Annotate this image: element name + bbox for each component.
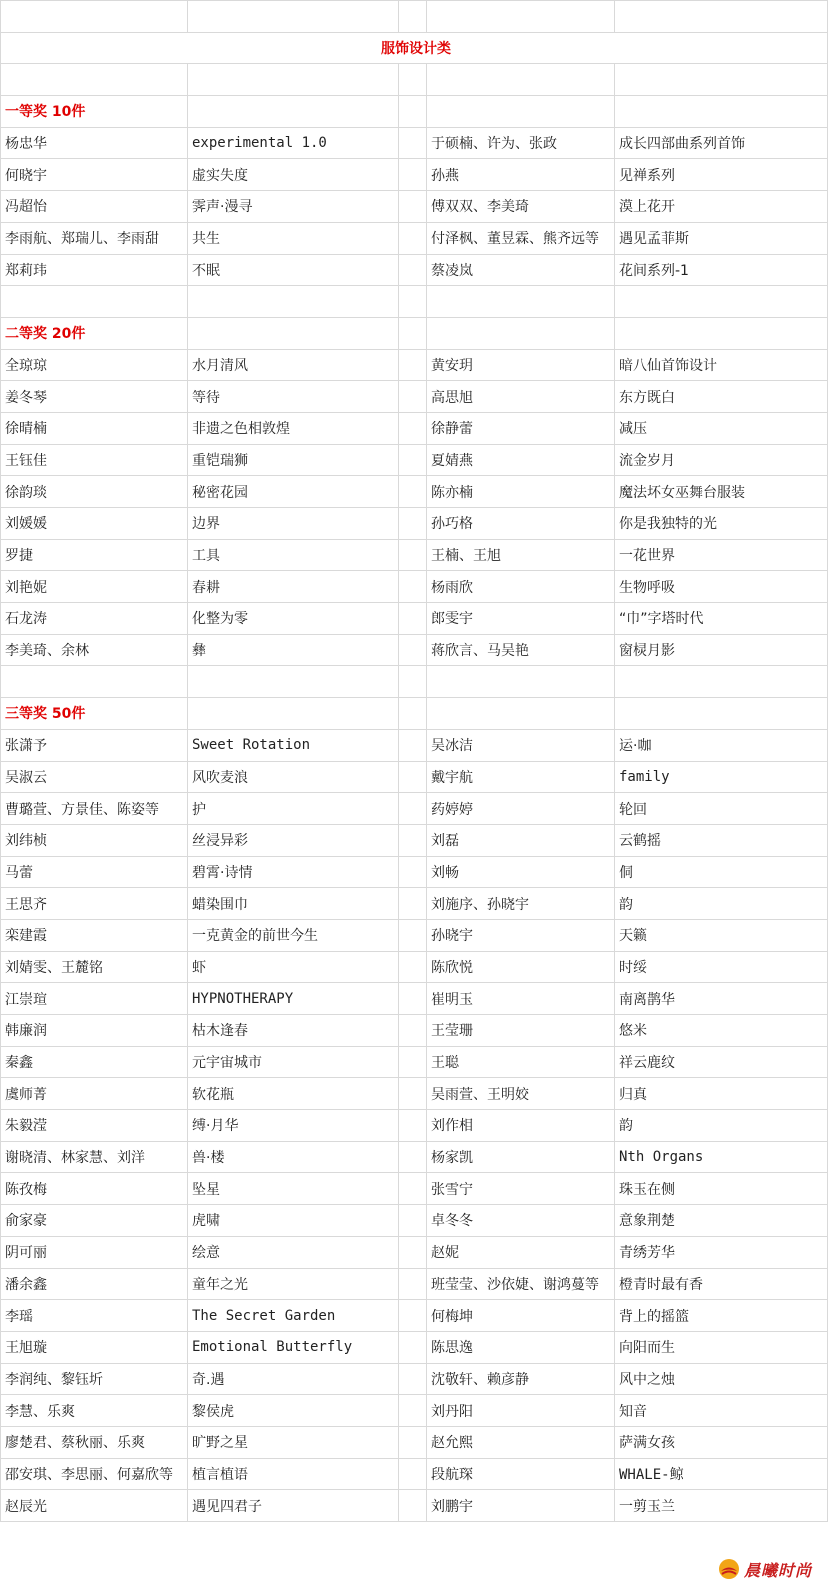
work-title-cell[interactable]: 霁声·漫寻 — [188, 191, 399, 223]
work-title-cell[interactable]: 水月清风 — [188, 349, 399, 381]
section-heading-row — [1, 317, 828, 349]
designer-cell[interactable]: 张雪宁 — [427, 1173, 615, 1205]
designer-cell[interactable]: 廖楚君、蔡秋丽、乐爽 — [1, 1426, 188, 1458]
designer-cell[interactable]: 夏婧燕 — [427, 444, 615, 476]
table-row — [1, 1458, 828, 1490]
empty-cell[interactable] — [188, 1, 399, 33]
designer-cell[interactable]: 阴可丽 — [1, 1236, 188, 1268]
designer-cell[interactable]: 付泽枫、董昱霖、熊齐远等 — [427, 222, 615, 254]
work-title-cell[interactable]: Emotional Butterfly — [188, 1331, 399, 1363]
blank-row — [1, 286, 828, 318]
designer-cell[interactable]: 崔明玉 — [427, 983, 615, 1015]
work-title-cell[interactable]: 花间系列-1 — [615, 254, 828, 286]
table-row — [1, 919, 828, 951]
work-title-cell[interactable]: 春耕 — [188, 571, 399, 603]
designer-cell[interactable]: 于硕楠、许为、张政 — [427, 127, 615, 159]
empty-cell[interactable] — [1, 666, 188, 698]
table-row — [1, 539, 828, 571]
work-title-cell[interactable]: 归真 — [615, 1078, 828, 1110]
work-title-cell[interactable]: HYPNOTHERAPY — [188, 983, 399, 1015]
empty-cell[interactable] — [615, 666, 828, 698]
table-row — [1, 1236, 828, 1268]
designer-cell[interactable]: 冯超怡 — [1, 191, 188, 223]
table-row — [1, 381, 828, 413]
empty-cell[interactable] — [399, 793, 427, 825]
empty-cell[interactable] — [399, 1236, 427, 1268]
work-title-cell[interactable]: 轮回 — [615, 793, 828, 825]
designer-cell[interactable]: 秦鑫 — [1, 1046, 188, 1078]
work-title-cell[interactable]: 窗棂月影 — [615, 634, 828, 666]
designer-cell[interactable]: 孙晓宇 — [427, 919, 615, 951]
work-title-cell[interactable]: Nth Organs — [615, 1141, 828, 1173]
work-title-cell[interactable]: “巾”字塔时代 — [615, 603, 828, 635]
empty-cell[interactable] — [615, 96, 828, 128]
work-title-cell[interactable]: 遇见四君子 — [188, 1490, 399, 1522]
designer-cell[interactable]: 罗捷 — [1, 539, 188, 571]
work-title-cell[interactable]: 减压 — [615, 412, 828, 444]
empty-cell[interactable] — [399, 983, 427, 1015]
designer-cell[interactable]: 郎雯宇 — [427, 603, 615, 635]
empty-cell[interactable] — [399, 1, 427, 33]
work-title-cell[interactable]: 南离鹊华 — [615, 983, 828, 1015]
empty-cell[interactable] — [399, 919, 427, 951]
designer-cell[interactable]: 王旭璇 — [1, 1331, 188, 1363]
work-title-cell[interactable]: 珠玉在侧 — [615, 1173, 828, 1205]
section-heading-row — [1, 698, 828, 730]
empty-cell[interactable] — [399, 1490, 427, 1522]
work-title-cell[interactable]: 成长四部曲系列首饰 — [615, 127, 828, 159]
empty-cell[interactable] — [399, 64, 427, 96]
designer-cell[interactable]: 陈思逸 — [427, 1331, 615, 1363]
empty-cell[interactable] — [427, 698, 615, 730]
table-row — [1, 1331, 828, 1363]
designer-cell[interactable]: 马蕾 — [1, 856, 188, 888]
empty-cell[interactable] — [399, 286, 427, 318]
section-heading[interactable]: 一等奖 10件 — [1, 96, 188, 128]
work-title-cell[interactable]: 童年之光 — [188, 1268, 399, 1300]
designer-cell[interactable]: 何梅坤 — [427, 1300, 615, 1332]
empty-cell[interactable] — [399, 856, 427, 888]
work-title-cell[interactable]: 韵 — [615, 1110, 828, 1142]
work-title-cell[interactable]: 元宇宙城市 — [188, 1046, 399, 1078]
section-heading[interactable]: 三等奖 50件 — [1, 698, 188, 730]
designer-cell[interactable]: 吴冰洁 — [427, 729, 615, 761]
work-title-cell[interactable]: 缚·月华 — [188, 1110, 399, 1142]
table-row — [1, 1141, 828, 1173]
designer-cell[interactable]: 傅双双、李美琦 — [427, 191, 615, 223]
empty-cell[interactable] — [615, 286, 828, 318]
table-row — [1, 634, 828, 666]
designer-cell[interactable]: 刘磊 — [427, 824, 615, 856]
empty-cell[interactable] — [399, 1046, 427, 1078]
watermark-text: 晨曦时尚 — [744, 1560, 813, 1580]
work-title-cell[interactable]: 祥云鹿纹 — [615, 1046, 828, 1078]
empty-cell[interactable] — [399, 539, 427, 571]
empty-cell[interactable] — [188, 698, 399, 730]
empty-cell[interactable] — [399, 1205, 427, 1237]
work-title-cell[interactable]: 碧霄·诗情 — [188, 856, 399, 888]
table-row — [1, 1173, 828, 1205]
work-title-cell[interactable]: 不眠 — [188, 254, 399, 286]
empty-cell[interactable] — [399, 476, 427, 508]
empty-cell[interactable] — [427, 666, 615, 698]
work-title-cell[interactable]: 工具 — [188, 539, 399, 571]
designer-cell[interactable]: 卓冬冬 — [427, 1205, 615, 1237]
empty-cell[interactable] — [399, 222, 427, 254]
empty-cell[interactable] — [399, 1078, 427, 1110]
work-title-cell[interactable]: 漠上花开 — [615, 191, 828, 223]
designer-cell[interactable]: 杨雨欣 — [427, 571, 615, 603]
empty-cell[interactable] — [399, 1173, 427, 1205]
work-title-cell[interactable]: 彝 — [188, 634, 399, 666]
designer-cell[interactable]: 刘鹏宇 — [427, 1490, 615, 1522]
designer-cell[interactable]: 高思旭 — [427, 381, 615, 413]
empty-cell[interactable] — [399, 666, 427, 698]
designer-cell[interactable]: 杨忠华 — [1, 127, 188, 159]
work-title-cell[interactable]: 萨满女孩 — [615, 1426, 828, 1458]
empty-cell[interactable] — [399, 761, 427, 793]
designer-cell[interactable]: 朱毅滢 — [1, 1110, 188, 1142]
work-title-cell[interactable]: family — [615, 761, 828, 793]
work-title-cell[interactable]: 边界 — [188, 508, 399, 540]
designer-cell[interactable]: 姜冬琴 — [1, 381, 188, 413]
work-title-cell[interactable]: 虎啸 — [188, 1205, 399, 1237]
blank-row — [1, 64, 828, 96]
work-title-cell[interactable]: 悠米 — [615, 1015, 828, 1047]
work-title-cell[interactable]: 蜡染围巾 — [188, 888, 399, 920]
work-title-cell[interactable]: Sweet Rotation — [188, 729, 399, 761]
designer-cell[interactable]: 班莹莹、沙依婕、谢鸿蔓等 — [427, 1268, 615, 1300]
designer-cell[interactable]: 蔡凌岚 — [427, 254, 615, 286]
table-row — [1, 349, 828, 381]
work-title-cell[interactable]: 时绥 — [615, 951, 828, 983]
empty-cell[interactable] — [1, 64, 188, 96]
work-title-cell[interactable]: 一花世界 — [615, 539, 828, 571]
empty-cell[interactable] — [399, 508, 427, 540]
empty-cell[interactable] — [615, 64, 828, 96]
designer-cell[interactable]: 黄安玥 — [427, 349, 615, 381]
empty-cell[interactable] — [399, 1141, 427, 1173]
designer-cell[interactable]: 郑莉玮 — [1, 254, 188, 286]
work-title-cell[interactable]: 生物呼吸 — [615, 571, 828, 603]
table-row — [1, 983, 828, 1015]
designer-cell[interactable]: 刘丹阳 — [427, 1395, 615, 1427]
work-title-cell[interactable]: 虚实失度 — [188, 159, 399, 191]
empty-cell[interactable] — [399, 127, 427, 159]
designer-cell[interactable]: 刘婧雯、王麓铭 — [1, 951, 188, 983]
designer-cell[interactable]: 蒋欣言、马吴艳 — [427, 634, 615, 666]
designer-cell[interactable]: 李雨航、郑瑞儿、李雨甜 — [1, 222, 188, 254]
designer-cell[interactable]: 王思齐 — [1, 888, 188, 920]
designer-cell[interactable]: 陈亦楠 — [427, 476, 615, 508]
section-heading-row — [1, 96, 828, 128]
designer-cell[interactable]: 吴雨萱、王明姣 — [427, 1078, 615, 1110]
table-row — [1, 508, 828, 540]
sheet-body — [1, 1, 828, 1522]
work-title-cell[interactable]: 软花瓶 — [188, 1078, 399, 1110]
designer-cell[interactable]: 杨家凯 — [427, 1141, 615, 1173]
work-title-cell[interactable]: 背上的摇篮 — [615, 1300, 828, 1332]
work-title-cell[interactable]: 魔法坏女巫舞台服装 — [615, 476, 828, 508]
empty-cell[interactable] — [399, 254, 427, 286]
empty-cell[interactable] — [188, 286, 399, 318]
work-title-cell[interactable]: 一剪玉兰 — [615, 1490, 828, 1522]
designer-cell[interactable]: 赵允熙 — [427, 1426, 615, 1458]
table-row — [1, 888, 828, 920]
table-row — [1, 729, 828, 761]
work-title-cell[interactable]: 见禅系列 — [615, 159, 828, 191]
table-row — [1, 571, 828, 603]
designer-cell[interactable]: 王莹珊 — [427, 1015, 615, 1047]
designer-cell[interactable]: 刘媛媛 — [1, 508, 188, 540]
table-row — [1, 1426, 828, 1458]
page-title[interactable]: 服饰设计类 — [1, 32, 828, 64]
designer-cell[interactable]: 徐韵琰 — [1, 476, 188, 508]
work-title-cell[interactable]: 丝浸异彩 — [188, 824, 399, 856]
work-title-cell[interactable]: 坠星 — [188, 1173, 399, 1205]
designer-cell[interactable]: 刘纬桢 — [1, 824, 188, 856]
empty-cell[interactable] — [1, 286, 188, 318]
work-title-cell[interactable]: 橙青时最有香 — [615, 1268, 828, 1300]
table-row — [1, 159, 828, 191]
designer-cell[interactable]: 赵妮 — [427, 1236, 615, 1268]
work-title-cell[interactable]: 知音 — [615, 1395, 828, 1427]
empty-cell[interactable] — [188, 64, 399, 96]
designer-cell[interactable]: 孙燕 — [427, 159, 615, 191]
table-row — [1, 603, 828, 635]
work-title-cell[interactable]: 一克黄金的前世今生 — [188, 919, 399, 951]
work-title-cell[interactable]: 绘意 — [188, 1236, 399, 1268]
work-title-cell[interactable]: 东方既白 — [615, 381, 828, 413]
designer-cell[interactable]: 王聪 — [427, 1046, 615, 1078]
table-row — [1, 1078, 828, 1110]
work-title-cell[interactable]: 重铠瑞狮 — [188, 444, 399, 476]
blank-row — [1, 1, 828, 33]
designer-cell[interactable]: 戴宇航 — [427, 761, 615, 793]
designer-cell[interactable]: 邵安琪、李思丽、何嘉欣等 — [1, 1458, 188, 1490]
watermark-logo — [718, 1556, 828, 1582]
table-row — [1, 1363, 828, 1395]
work-title-cell[interactable]: 云鹤摇 — [615, 824, 828, 856]
table-row — [1, 1395, 828, 1427]
empty-cell[interactable] — [399, 1331, 427, 1363]
work-title-cell[interactable]: 风中之烛 — [615, 1363, 828, 1395]
designer-cell[interactable]: 徐晴楠 — [1, 412, 188, 444]
designer-cell[interactable]: 李瑶 — [1, 1300, 188, 1332]
designer-cell[interactable]: 全琼琼 — [1, 349, 188, 381]
table-row — [1, 476, 828, 508]
empty-cell[interactable] — [399, 634, 427, 666]
work-title-cell[interactable]: 非遗之色相敦煌 — [188, 412, 399, 444]
empty-cell[interactable] — [399, 191, 427, 223]
work-title-cell[interactable]: 韵 — [615, 888, 828, 920]
table-row — [1, 1490, 828, 1522]
designer-cell[interactable]: 李慧、乐爽 — [1, 1395, 188, 1427]
empty-cell[interactable] — [427, 1, 615, 33]
empty-cell[interactable] — [399, 412, 427, 444]
empty-cell[interactable] — [188, 96, 399, 128]
designer-cell[interactable]: 江崇瑄 — [1, 983, 188, 1015]
empty-cell[interactable] — [399, 951, 427, 983]
empty-cell[interactable] — [399, 349, 427, 381]
empty-cell[interactable] — [399, 317, 427, 349]
designer-cell[interactable]: 沈敬轩、赖彦静 — [427, 1363, 615, 1395]
work-title-cell[interactable]: 旷野之星 — [188, 1426, 399, 1458]
designer-cell[interactable]: 刘畅 — [427, 856, 615, 888]
work-title-cell[interactable]: 天籁 — [615, 919, 828, 951]
empty-cell[interactable] — [427, 286, 615, 318]
designer-cell[interactable]: 栾建霞 — [1, 919, 188, 951]
empty-cell[interactable] — [399, 381, 427, 413]
empty-cell[interactable] — [399, 571, 427, 603]
designer-cell[interactable]: 陈欣悦 — [427, 951, 615, 983]
designer-cell[interactable]: 谢晓清、林家慧、刘洋 — [1, 1141, 188, 1173]
designer-cell[interactable]: 俞家豪 — [1, 1205, 188, 1237]
table-row — [1, 127, 828, 159]
designer-cell[interactable]: 陈孜梅 — [1, 1173, 188, 1205]
work-title-cell[interactable]: experimental 1.0 — [188, 127, 399, 159]
sun-logo-icon — [718, 1558, 740, 1580]
work-title-cell[interactable]: 共生 — [188, 222, 399, 254]
table-row — [1, 254, 828, 286]
designer-cell[interactable]: 徐静蕾 — [427, 412, 615, 444]
work-title-cell[interactable]: 侗 — [615, 856, 828, 888]
table-row — [1, 1300, 828, 1332]
table-row — [1, 222, 828, 254]
designer-cell[interactable]: 李润纯、黎钰圻 — [1, 1363, 188, 1395]
designer-cell[interactable]: 刘施序、孙晓宇 — [427, 888, 615, 920]
empty-cell[interactable] — [188, 666, 399, 698]
work-title-cell[interactable]: 化整为零 — [188, 603, 399, 635]
empty-cell[interactable] — [399, 824, 427, 856]
table-row — [1, 1110, 828, 1142]
work-title-cell[interactable]: 秘密花园 — [188, 476, 399, 508]
work-title-cell[interactable]: 意象荆楚 — [615, 1205, 828, 1237]
designer-cell[interactable]: 韩廉润 — [1, 1015, 188, 1047]
designer-cell[interactable]: 王楠、王旭 — [427, 539, 615, 571]
table-row — [1, 1205, 828, 1237]
empty-cell[interactable] — [615, 698, 828, 730]
designer-cell[interactable]: 吴淑云 — [1, 761, 188, 793]
blank-row — [1, 666, 828, 698]
empty-cell[interactable] — [427, 96, 615, 128]
work-title-cell[interactable]: 奇.遇 — [188, 1363, 399, 1395]
designer-cell[interactable]: 潘余鑫 — [1, 1268, 188, 1300]
work-title-cell[interactable]: 枯木逢春 — [188, 1015, 399, 1047]
table-row — [1, 793, 828, 825]
work-title-cell[interactable]: 虾 — [188, 951, 399, 983]
empty-cell[interactable] — [615, 317, 828, 349]
work-title-cell[interactable]: 流金岁月 — [615, 444, 828, 476]
designer-cell[interactable]: 虞师菁 — [1, 1078, 188, 1110]
work-title-cell[interactable]: 护 — [188, 793, 399, 825]
empty-cell[interactable] — [399, 1458, 427, 1490]
table-row — [1, 824, 828, 856]
designer-cell[interactable]: 李美琦、余林 — [1, 634, 188, 666]
table-row — [1, 1046, 828, 1078]
work-title-cell[interactable]: 向阳而生 — [615, 1331, 828, 1363]
table-row — [1, 951, 828, 983]
designer-cell[interactable]: 赵辰光 — [1, 1490, 188, 1522]
work-title-cell[interactable]: 风吹麦浪 — [188, 761, 399, 793]
designer-cell[interactable]: 刘艳妮 — [1, 571, 188, 603]
designer-cell[interactable]: 孙巧格 — [427, 508, 615, 540]
work-title-cell[interactable]: 暗八仙首饰设计 — [615, 349, 828, 381]
table-row — [1, 412, 828, 444]
empty-cell[interactable] — [399, 1110, 427, 1142]
empty-cell[interactable] — [1, 1, 188, 33]
empty-cell[interactable] — [399, 603, 427, 635]
empty-cell[interactable] — [399, 444, 427, 476]
empty-cell[interactable] — [615, 1, 828, 33]
designer-cell[interactable]: 王钰佳 — [1, 444, 188, 476]
designer-cell[interactable]: 药婷婷 — [427, 793, 615, 825]
work-title-cell[interactable]: 你是我独特的光 — [615, 508, 828, 540]
empty-cell[interactable] — [399, 1300, 427, 1332]
designer-cell[interactable]: 何晓宇 — [1, 159, 188, 191]
title-row — [1, 32, 828, 64]
table-row — [1, 191, 828, 223]
empty-cell[interactable] — [399, 1426, 427, 1458]
empty-cell[interactable] — [427, 317, 615, 349]
work-title-cell[interactable]: 等待 — [188, 381, 399, 413]
empty-cell[interactable] — [399, 1268, 427, 1300]
table-row — [1, 444, 828, 476]
work-title-cell[interactable]: 青绣芳华 — [615, 1236, 828, 1268]
empty-cell[interactable] — [427, 64, 615, 96]
empty-cell[interactable] — [399, 698, 427, 730]
designer-cell[interactable]: 刘作相 — [427, 1110, 615, 1142]
table-row — [1, 1015, 828, 1047]
designer-cell[interactable]: 石龙涛 — [1, 603, 188, 635]
empty-cell[interactable] — [399, 96, 427, 128]
table-row — [1, 761, 828, 793]
designer-cell[interactable]: 曹璐萱、方景佳、陈姿等 — [1, 793, 188, 825]
empty-cell[interactable] — [399, 1395, 427, 1427]
work-title-cell[interactable]: 遇见孟菲斯 — [615, 222, 828, 254]
section-heading[interactable]: 二等奖 20件 — [1, 317, 188, 349]
empty-cell[interactable] — [399, 888, 427, 920]
designer-cell[interactable]: 张潇予 — [1, 729, 188, 761]
empty-cell[interactable] — [399, 1363, 427, 1395]
work-title-cell[interactable]: 运·咖 — [615, 729, 828, 761]
work-title-cell[interactable]: 植言植语 — [188, 1458, 399, 1490]
empty-cell[interactable] — [399, 729, 427, 761]
table-row — [1, 856, 828, 888]
work-title-cell[interactable]: The Secret Garden — [188, 1300, 399, 1332]
designer-cell[interactable]: 段航琛 — [427, 1458, 615, 1490]
table-row — [1, 1268, 828, 1300]
work-title-cell[interactable]: 黎侯虎 — [188, 1395, 399, 1427]
work-title-cell[interactable]: 兽·楼 — [188, 1141, 399, 1173]
work-title-cell[interactable]: WHALE-鲸 — [615, 1458, 828, 1490]
empty-cell[interactable] — [399, 1015, 427, 1047]
empty-cell[interactable] — [188, 317, 399, 349]
empty-cell[interactable] — [399, 159, 427, 191]
